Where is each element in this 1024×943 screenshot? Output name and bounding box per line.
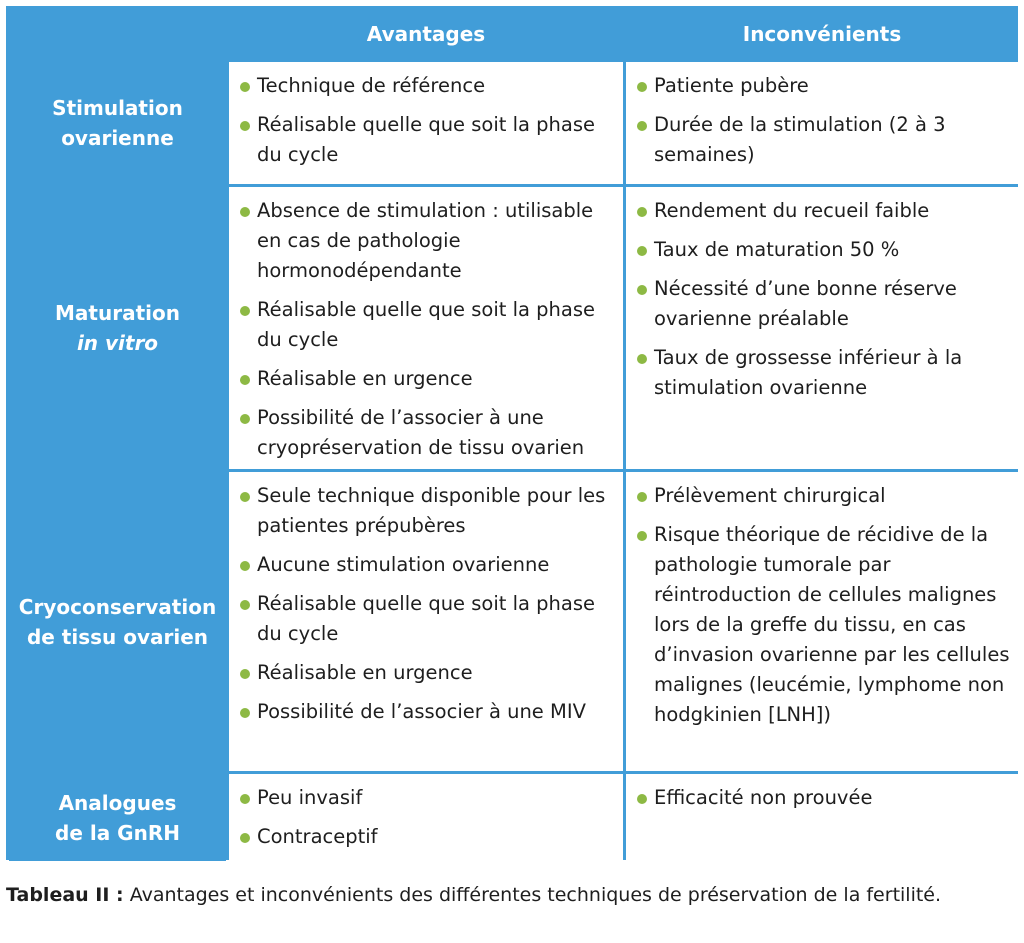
advantages-list bbox=[239, 481, 615, 727]
advantages-list bbox=[239, 196, 615, 463]
list-item: Réalisable quelle que soit la phase du cycle bbox=[239, 295, 615, 355]
table-row bbox=[9, 472, 1018, 771]
list-item: Possibilité de l’associer à une MIV bbox=[239, 697, 615, 727]
list-item: Réalisable quelle que soit la phase du cycle bbox=[239, 110, 615, 170]
comparison-table-frame bbox=[6, 6, 1018, 860]
table-row bbox=[9, 62, 1018, 184]
disadvantages-list bbox=[636, 196, 1010, 403]
list-item: Nécessité d’une bonne réserve ovarienne préalable bbox=[636, 274, 1010, 334]
list-item: Prélèvement chirurgical bbox=[636, 481, 1010, 511]
list-item: Seule technique disponible pour les patientes prépubères bbox=[239, 481, 615, 541]
advantages-list bbox=[239, 783, 615, 852]
advantages-cell bbox=[229, 187, 623, 469]
disadvantages-list bbox=[636, 481, 1010, 730]
table-row bbox=[9, 187, 1018, 469]
row-header-analogues: Analogues de la GnRH bbox=[9, 774, 226, 861]
list-item: Réalisable en urgence bbox=[239, 364, 615, 394]
list-item: Taux de maturation 50 % bbox=[636, 235, 1010, 265]
disadvantages-cell bbox=[626, 187, 1018, 469]
row-header-maturation: Maturation in vitro bbox=[9, 187, 226, 469]
disadvantages-cell bbox=[626, 472, 1018, 771]
disadvantages-list bbox=[636, 783, 1010, 813]
list-item: Taux de grossesse inférieur à la stimulation ovarienne bbox=[636, 343, 1010, 403]
list-item: Risque théorique de récidive de la pathologie tumorale par réintroduction de cellules malignes lors de la greffe du tissu, en cas d’invasion ovarienne par les cellules malignes (leucémie, lymphome non hodgkinien [LNH]) bbox=[636, 520, 1010, 730]
list-item: Rendement du recueil faible bbox=[636, 196, 1010, 226]
table-row bbox=[9, 774, 1018, 861]
header-corner-cell bbox=[9, 9, 226, 59]
disadvantages-list bbox=[636, 71, 1010, 170]
list-item: Contraceptif bbox=[239, 822, 615, 852]
advantages-cell bbox=[229, 62, 623, 184]
list-item: Durée de la stimulation (2 à 3 semaines) bbox=[636, 110, 1010, 170]
list-item: Réalisable quelle que soit la phase du cycle bbox=[239, 589, 615, 649]
comparison-table bbox=[6, 6, 1021, 864]
table-header-row bbox=[9, 9, 1018, 59]
caption-label: Tableau II : bbox=[6, 884, 124, 906]
disadvantages-cell bbox=[626, 774, 1018, 861]
list-item: Aucune stimulation ovarienne bbox=[239, 550, 615, 580]
header-disadvantages: Inconvénients bbox=[626, 9, 1018, 59]
caption-text: Avantages et inconvénients des différentes techniques de préservation de la fertilité. bbox=[123, 884, 942, 906]
advantages-list bbox=[239, 71, 615, 170]
header-advantages: Avantages bbox=[229, 9, 623, 59]
list-item: Peu invasif bbox=[239, 783, 615, 813]
list-item: Absence de stimulation : utilisable en cas de pathologie hormonodépendante bbox=[239, 196, 615, 286]
list-item: Réalisable en urgence bbox=[239, 658, 615, 688]
list-item: Technique de référence bbox=[239, 71, 615, 101]
advantages-cell bbox=[229, 774, 623, 861]
table-caption bbox=[6, 881, 1006, 910]
list-item: Patiente pubère bbox=[636, 71, 1010, 101]
row-header-stimulation: Stimulation ovarienne bbox=[9, 62, 226, 184]
disadvantages-cell bbox=[626, 62, 1018, 184]
advantages-cell bbox=[229, 472, 623, 771]
row-header-cryoconservation: Cryoconservation de tissu ovarien bbox=[9, 472, 226, 771]
list-item: Efficacité non prouvée bbox=[636, 783, 1010, 813]
list-item: Possibilité de l’associer à une cryopréservation de tissu ovarien bbox=[239, 403, 615, 463]
